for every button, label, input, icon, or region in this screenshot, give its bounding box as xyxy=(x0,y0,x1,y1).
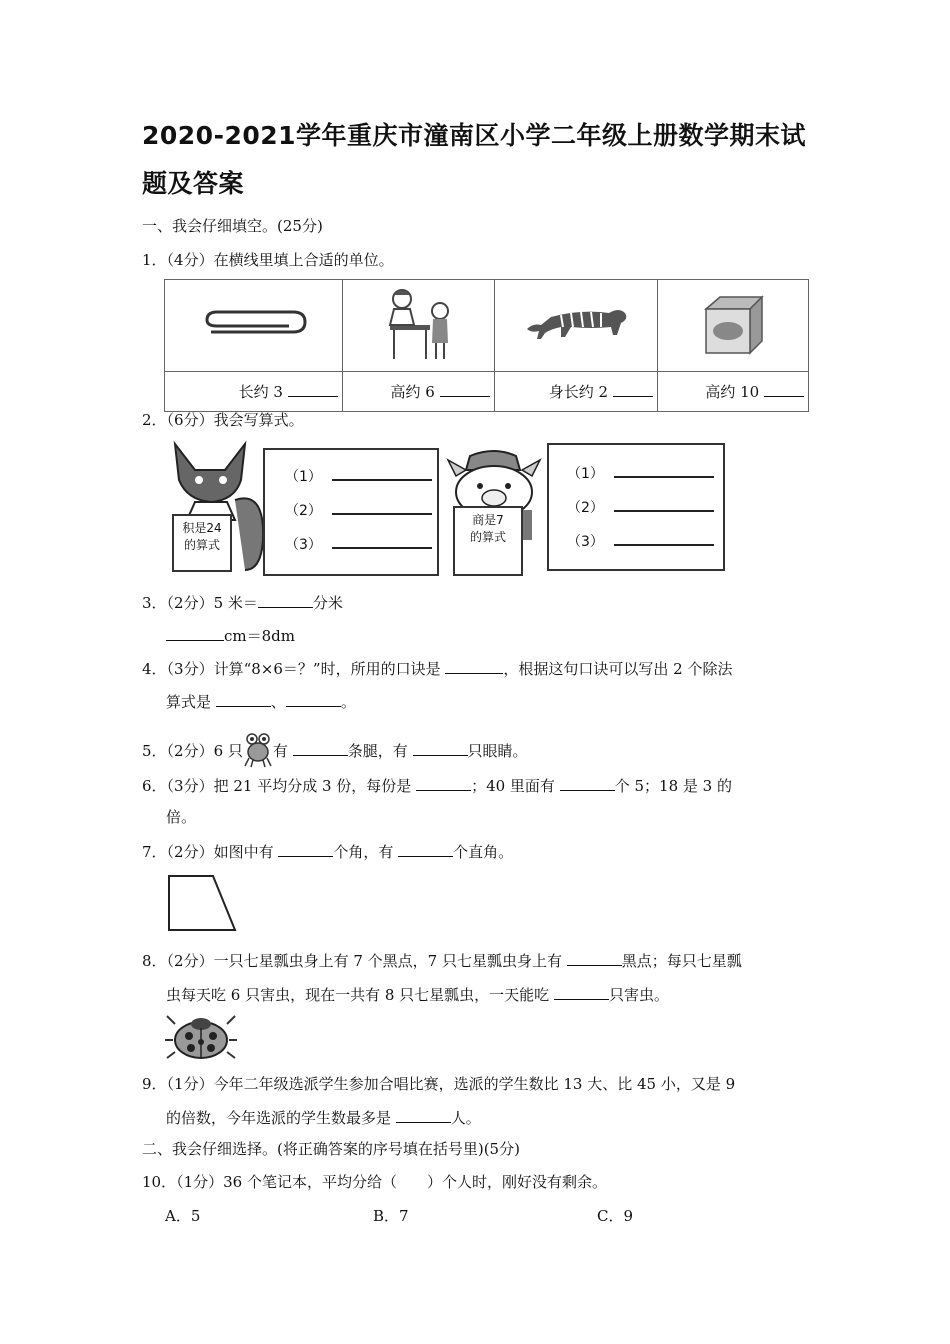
teacher-student-image xyxy=(342,280,494,372)
question-4-line-1: 4．（3分）计算“8×6＝？”时，所用的口诀是 ，根据这句口诀可以写出 2 个除法 xyxy=(142,660,733,678)
unit-blank-3[interactable] xyxy=(613,381,653,397)
question-8-line-1: 8．（2分）一只七星瓢虫身上有 7 个黑点，7 只七星瓢虫身上有 黑点；每只七星瓢 xyxy=(142,952,742,970)
question-6-line-1: 6．（3分）把 21 平均分成 3 份，每份是 ；40 里面有 个 5；18 是 3 的 xyxy=(142,777,732,795)
q6-blank-1[interactable] xyxy=(416,775,471,791)
q5-blank-2[interactable] xyxy=(413,740,468,756)
cabinet-box-image xyxy=(657,280,808,372)
question-1: 1．（4分）在横线里填上合适的单位。 xyxy=(142,251,394,269)
trapezoid-figure xyxy=(165,870,240,936)
question-2: 2．（6分）我会写算式。 xyxy=(142,411,304,429)
question-3-line-1: 3．（2分）5 米＝ 分米 xyxy=(142,594,343,612)
unit-label-4: 高约 10 xyxy=(657,372,808,412)
option-a[interactable]: A．5 xyxy=(165,1207,201,1225)
q5-blank-1[interactable] xyxy=(293,740,348,756)
left-answer-1[interactable] xyxy=(332,467,432,481)
question-9-line-1: 9．（1分）今年二年级选派学生参加合唱比赛，选派的学生数比 13 大、比 45 小，又是 9 xyxy=(142,1075,736,1093)
unit-blank-1[interactable] xyxy=(288,381,338,397)
product-24-sign: 积是24 的算式 xyxy=(172,514,232,572)
people-desk-icon xyxy=(378,285,458,363)
q9-blank[interactable] xyxy=(396,1107,451,1123)
question-6-line-2: 倍。 xyxy=(166,808,197,826)
units-table xyxy=(164,279,809,412)
question-8-line-2: 虫每天吃 6 只害虫，现在一共有 8 只七星瓢虫，一天能吃 只害虫。 xyxy=(166,986,669,1004)
unit-label-3: 身长约 2 xyxy=(494,372,657,412)
q6-blank-2[interactable] xyxy=(560,775,615,791)
ladybug-icon xyxy=(165,1014,237,1060)
left-answer-2[interactable] xyxy=(332,501,432,515)
q7-blank-1[interactable] xyxy=(278,841,333,857)
question-9-line-2: 的倍数，今年选派的学生数最多是 人。 xyxy=(166,1109,481,1127)
paperclip-icon xyxy=(193,304,313,344)
question-10: 10．（1分）36 个笔记本，平均分给（ ）个人时，刚好没有剩余。 xyxy=(142,1173,607,1191)
unit-blank-2[interactable] xyxy=(440,381,490,397)
right-answer-1[interactable] xyxy=(614,464,714,478)
left-answer-3[interactable] xyxy=(332,535,432,549)
unit-label-1: 长约 3 xyxy=(165,372,343,412)
paperclip-image xyxy=(165,280,343,372)
answer-box-left: （1） （2） （3） xyxy=(263,448,439,576)
page-title: 2020-2021学年重庆市潼南区小学二年级上册数学期末试题及答案 xyxy=(142,121,807,198)
section-2-heading: 二、我会仔细选择。(将正确答案的序号填在括号里)(5分) xyxy=(142,1140,520,1158)
q4-blank-2[interactable] xyxy=(216,691,271,707)
section-1-heading: 一、我会仔细填空。(25分) xyxy=(142,217,323,235)
option-c[interactable]: C．9 xyxy=(597,1207,634,1225)
q7-blank-2[interactable] xyxy=(398,841,453,857)
q3-blank-2[interactable] xyxy=(166,625,224,641)
question-5: 5．（2分）6 只 有 条腿，有 只眼睛。 xyxy=(142,732,528,768)
q8-blank-1[interactable] xyxy=(567,950,622,966)
q3-blank-1[interactable] xyxy=(258,592,313,608)
q4-blank-3[interactable] xyxy=(286,691,341,707)
q4-blank-1[interactable] xyxy=(445,658,503,674)
question-4-line-2: 算式是 、 。 xyxy=(166,693,356,711)
question-7: 7．（2分）如图中有 个角，有 个直角。 xyxy=(142,843,514,861)
tiger-icon xyxy=(521,299,631,349)
option-b[interactable]: B．7 xyxy=(373,1207,409,1225)
quotient-7-sign: 商是7 的算式 xyxy=(453,506,523,576)
question-3-line-2: cm＝8dm xyxy=(166,625,295,646)
right-answer-3[interactable] xyxy=(614,532,714,546)
frog-icon xyxy=(243,732,273,768)
unit-label-2: 高约 6 xyxy=(342,372,494,412)
tiger-image xyxy=(494,280,657,372)
answer-box-right: （1） （2） （3） xyxy=(547,443,725,571)
right-answer-2[interactable] xyxy=(614,498,714,512)
q8-blank-2[interactable] xyxy=(554,984,609,1000)
unit-blank-4[interactable] xyxy=(764,381,804,397)
box-icon xyxy=(698,293,768,355)
